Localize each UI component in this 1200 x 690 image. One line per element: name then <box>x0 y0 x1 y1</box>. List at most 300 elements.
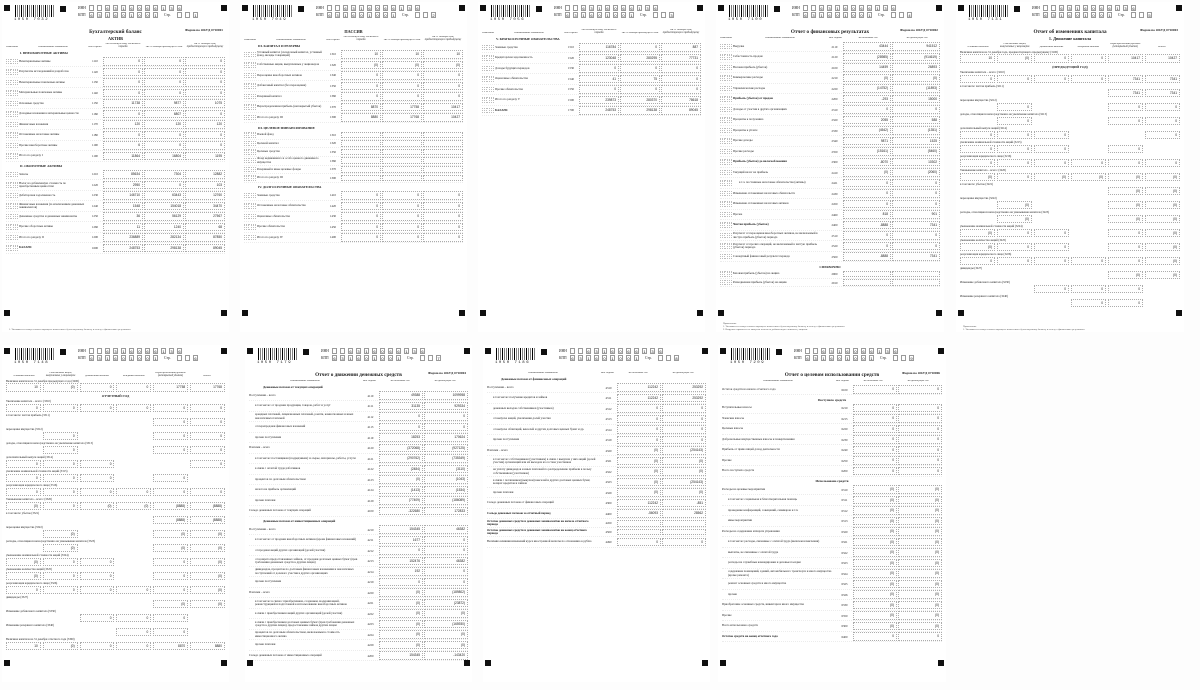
page-number-cell <box>1139 12 1144 18</box>
value-cell-wrap <box>144 233 184 242</box>
value-cell: 112242 <box>617 499 661 508</box>
kpp-digit-cell: 3 <box>98 356 101 361</box>
value-cell-wrap <box>144 191 184 200</box>
page-number-cell <box>428 355 433 361</box>
form-body <box>720 29 940 287</box>
table-row <box>487 519 706 528</box>
row-label: в том числе: от продажи внеоборотных активов (кроме финансовых вложений) <box>255 537 356 542</box>
row-code: 4312 <box>605 406 612 411</box>
value-cell-wrap <box>382 132 422 139</box>
value-cell-wrap <box>843 231 891 240</box>
column-header: Пояснения <box>720 37 732 39</box>
value-cell: 0 <box>153 586 188 595</box>
form-page-4[interactable] <box>716 2 944 332</box>
column-header: За отчетный год <box>628 372 648 374</box>
value-cell-wrap <box>6 572 41 581</box>
value-cell-wrap <box>116 446 151 455</box>
value-cell-wrap <box>853 385 897 394</box>
value-cell: 10 <box>960 54 995 63</box>
inn-digit-cell: 6 <box>622 6 625 11</box>
note-ref-cell <box>15 122 18 128</box>
row-code: 6322 <box>841 550 848 555</box>
barcode-number: 1050 7148 <box>14 361 50 365</box>
note-ref-cells <box>6 193 18 199</box>
kpp-digit-cell: 6 <box>828 13 831 18</box>
note-ref-cell <box>244 167 247 173</box>
table-row <box>6 502 225 511</box>
inn-digit-cell <box>89 5 94 11</box>
value-cell: 0 <box>898 425 942 434</box>
row-label: Расходы на содержание аппарата управления <box>722 528 780 533</box>
value-cell: 0 <box>1145 103 1180 112</box>
value-cell: 0 <box>1034 145 1069 154</box>
value-cell-wrap <box>190 404 225 413</box>
value-cell: (0) <box>6 558 41 567</box>
table-row <box>249 535 468 546</box>
value-cell-wrap <box>898 446 942 455</box>
value-cell-wrap <box>80 572 115 581</box>
value-cell: (0) <box>1034 173 1069 182</box>
value-cell-wrap <box>1034 243 1069 252</box>
kpp-row <box>321 355 442 361</box>
value-cell: 0 <box>853 467 897 476</box>
value-cell-wrap <box>144 170 184 179</box>
value-cell: 0 <box>1108 243 1143 252</box>
value-cell-wrap <box>382 61 422 70</box>
note-ref-cell <box>253 115 256 121</box>
value-cell: 0 <box>43 586 78 595</box>
column-header: За предыдущий год <box>906 37 928 39</box>
row-code: 4490 <box>605 539 612 544</box>
value-cell: 0 <box>43 404 78 413</box>
note-ref-cell <box>253 104 256 110</box>
inn-digit-cell: 3 <box>1124 6 1127 11</box>
row-label: расходы на служебные командировки и деловые поездки <box>728 560 801 565</box>
inn-digit-cell: 0 <box>376 6 379 11</box>
row-code: 1540 <box>568 76 574 81</box>
note-ref-cell <box>248 141 251 147</box>
value-cell-wrap <box>620 96 660 105</box>
value-cell-wrap <box>6 460 41 469</box>
value-cell: 0 <box>892 105 940 114</box>
page-number-cell: 3 <box>670 13 673 18</box>
value-cell-wrap <box>997 89 1032 98</box>
value-cell-wrap <box>960 243 995 252</box>
row-code: 1250 <box>92 214 98 219</box>
table-row <box>244 222 463 233</box>
value-cell-wrap <box>423 212 463 221</box>
row-label: реорганизация юридического лица (3326) <box>6 580 58 585</box>
table-row <box>722 506 942 517</box>
value-cell: 0 <box>153 572 188 581</box>
row-label: Прочие обязательства <box>495 86 523 91</box>
value-cell: (0) <box>662 488 706 497</box>
row-code: 1260 <box>92 224 98 229</box>
value-cell-wrap <box>424 391 468 400</box>
note-ref-cells <box>720 75 732 81</box>
value-cell-wrap <box>382 50 422 59</box>
row-code: 2310 <box>831 107 838 112</box>
inn-digit-cell: 0 <box>138 6 141 11</box>
value-cell <box>892 271 940 278</box>
note-ref-cell <box>253 73 256 79</box>
registration-mark-icon <box>774 6 780 12</box>
kpp-digit-cell: 1 <box>106 13 109 18</box>
inn-digit-cell <box>805 348 810 354</box>
row-label: Остаток средств на начало отчетного года <box>722 386 776 391</box>
taxpayer-id-block <box>794 348 915 362</box>
value-cell-wrap <box>190 383 225 392</box>
note-ref-cells <box>244 83 256 89</box>
value-cell-wrap <box>1145 257 1180 266</box>
value-cell-wrap <box>43 642 78 651</box>
value-cell: 0 <box>617 425 661 434</box>
table-row <box>487 498 706 509</box>
value-cell: 192 <box>379 567 423 576</box>
note-ref-cell <box>491 45 494 51</box>
value-cell-wrap <box>341 140 381 147</box>
note-ref-cells <box>6 59 18 65</box>
value-cell-wrap <box>892 242 940 251</box>
value-cell-wrap <box>424 588 468 597</box>
inn-digit-cell: 1 <box>1116 6 1119 11</box>
column-header: Наименование показателя <box>514 31 544 34</box>
value-cell: 0 <box>424 412 468 421</box>
taxpayer-id-block <box>321 348 442 362</box>
value-cell: (0) <box>1145 229 1180 238</box>
form-page-3[interactable] <box>478 2 705 332</box>
column-header: На отчетную дату отчетного периода <box>581 29 617 34</box>
value-cell-wrap <box>1034 201 1069 210</box>
value-cell-wrap <box>341 223 381 232</box>
note-ref-cell <box>724 243 727 249</box>
value-cell: (0) <box>153 600 188 609</box>
table-row <box>960 89 1180 98</box>
value-cell: 0 <box>341 212 381 221</box>
value-cell: 0 <box>1034 159 1069 168</box>
value-cell-wrap <box>6 404 41 413</box>
table-row <box>720 168 940 179</box>
table-row <box>6 180 225 191</box>
row-label: в том числе: расходы, связанные с оплатой труда (включая начисления) <box>728 539 820 544</box>
note-ref-cells <box>720 170 732 176</box>
table-row <box>244 50 463 61</box>
value-cell: (0) <box>43 642 78 651</box>
value-cell-wrap <box>144 223 184 232</box>
value-cell: 0 <box>620 64 660 73</box>
row-label: в том числе: убыток (3221) <box>960 182 994 187</box>
row-code: 1200 <box>92 235 98 240</box>
value-cell-wrap <box>960 187 995 196</box>
row-label: Сальдо денежных потоков от текущих операций <box>249 508 311 513</box>
page-number-label: Стр. <box>645 356 652 360</box>
note-ref-cell <box>253 235 256 241</box>
value-cell-wrap <box>1145 159 1180 168</box>
note-ref-cells <box>482 45 494 51</box>
row-label: дивиденды (3327) <box>6 594 29 599</box>
row-label: Поступления – всего <box>249 392 276 397</box>
value-cell-wrap <box>190 628 225 637</box>
value-cell-wrap <box>423 103 463 112</box>
value-cell-wrap <box>1034 131 1069 140</box>
value-cell: (0) <box>424 609 468 618</box>
barcode-number: 1050 7056 <box>490 18 526 22</box>
table-row <box>720 220 940 231</box>
value-cell-wrap <box>379 454 423 463</box>
value-cell-wrap <box>843 179 891 188</box>
value-cell: 0 <box>853 385 897 394</box>
page-title: Бухгалтерский баланс <box>89 29 142 35</box>
value-cell-wrap <box>185 170 225 179</box>
value-cell-wrap <box>190 446 225 455</box>
note-ref-cell <box>244 141 247 147</box>
value-cell-wrap <box>190 600 225 609</box>
value-cell-wrap <box>1071 187 1106 196</box>
row-label: Налог на добавленную стоимость по приобретенным ценностям <box>19 180 67 188</box>
note-ref-cell <box>729 243 732 249</box>
note-ref-cell <box>15 90 18 96</box>
note-ref-cell <box>729 254 732 260</box>
value-cell-wrap <box>892 137 940 146</box>
value-cell-wrap <box>423 202 463 211</box>
row-label: Прибыль (убыток) от продаж <box>733 96 773 101</box>
inn-digit-cell: 6 <box>587 349 590 354</box>
row-code: 4500 <box>605 530 612 535</box>
note-ref-cell <box>724 233 727 239</box>
value-cell-wrap <box>892 271 940 278</box>
value-cell-wrap <box>960 215 995 224</box>
registration-mark-icon <box>4 5 10 11</box>
value-cell-wrap <box>1071 54 1106 63</box>
value-cell-wrap <box>853 611 897 620</box>
row-label: Результаты исследований и разработок <box>19 69 69 74</box>
note-ref-cell <box>482 108 485 114</box>
value-cell: 89045 <box>185 244 225 253</box>
value-cell-wrap <box>1071 89 1106 98</box>
value-cell-wrap <box>116 383 151 392</box>
kpp-label: КПП <box>321 356 329 360</box>
value-cell-wrap <box>1108 75 1143 84</box>
note-ref-cell <box>724 138 727 144</box>
value-cell-wrap <box>116 586 151 595</box>
value-cell: 0 <box>997 173 1032 182</box>
value-cell-wrap <box>1145 131 1180 140</box>
note-ref-cell <box>10 101 13 107</box>
kpp-digit-cell: 0 <box>122 356 125 361</box>
value-cell: 10 <box>423 50 463 59</box>
inn-digit-cell: 3 <box>886 349 889 354</box>
value-cell: (0) <box>853 611 897 620</box>
note-ref-cell <box>248 214 251 220</box>
value-cell: 0 <box>1071 285 1106 294</box>
row-code: 4320 <box>605 448 612 453</box>
row-code: 6400 <box>841 634 848 639</box>
row-label: в том числе: чистая прибыль (3211) <box>960 84 1004 89</box>
table-row <box>249 391 468 402</box>
note-ref-cells <box>720 243 732 249</box>
form-page-6[interactable] <box>2 345 229 682</box>
note-ref-cell <box>253 141 256 147</box>
table-row <box>6 383 225 392</box>
page-number-cell: 8 <box>675 356 678 361</box>
value-cell: (0) <box>424 630 468 639</box>
note-ref-cells <box>244 62 256 68</box>
row-label: Основные средства <box>19 100 44 105</box>
table-row <box>720 210 940 221</box>
row-label: Изменение добавочного капитала (3230) <box>960 279 1010 284</box>
value-cell: (0) <box>853 580 897 589</box>
row-label: Прочие оборотные активы <box>19 224 53 229</box>
value-cell: 116784 <box>579 43 619 52</box>
value-cell: 0 <box>1145 117 1180 126</box>
row-code: 4323 <box>605 480 612 485</box>
footnotes <box>9 328 222 331</box>
kpp-digit-cell: 1 <box>1108 13 1111 18</box>
kpp-digit-cell: 0 <box>360 13 363 18</box>
note-ref-cell <box>491 108 494 114</box>
row-label: Уменьшение капитала – всего: (3220) <box>960 168 1007 173</box>
value-cell-wrap <box>960 201 995 210</box>
value-cell: -8070 <box>843 158 891 167</box>
value-cell: 0 <box>960 131 995 140</box>
value-cell: 0 <box>43 446 78 455</box>
inn-digit-cell: 1 <box>162 6 165 11</box>
registration-mark-icon <box>221 660 227 666</box>
value-cell-wrap <box>620 75 660 84</box>
value-cell-wrap <box>382 92 422 101</box>
footnotes <box>723 322 937 331</box>
form-page-2[interactable] <box>240 2 467 332</box>
registration-mark-icon <box>459 310 465 316</box>
value-cell: (0) <box>190 600 225 609</box>
page-number-cell: 9 <box>910 356 913 361</box>
table-row <box>720 136 940 147</box>
row-label: Нематериальные активы <box>19 58 51 63</box>
note-ref-cell <box>486 45 489 51</box>
value-cell: 0 <box>1034 54 1069 63</box>
value-cell-wrap <box>144 212 184 221</box>
value-cell: 17758 <box>382 103 422 112</box>
value-cell-wrap <box>116 488 151 497</box>
row-label: в том числе: убыток (3321) <box>6 511 40 516</box>
form-page-9[interactable] <box>718 345 946 682</box>
value-cell: 0 <box>80 474 115 483</box>
value-cell-wrap <box>617 446 661 455</box>
row-label: Платежи – всего <box>249 445 270 450</box>
row-code: 6320 <box>841 529 848 534</box>
kpp-digit-cell: 1 <box>106 356 109 361</box>
value-cell: (0) <box>1108 201 1143 210</box>
value-cell-wrap <box>1071 215 1106 224</box>
value-cell-wrap <box>379 475 423 484</box>
value-cell: 154345 <box>379 525 423 534</box>
registration-mark-icon <box>247 660 253 666</box>
value-cell: 0 <box>1071 75 1106 84</box>
value-cell: (0) <box>379 641 423 650</box>
note-ref-cells <box>720 149 732 155</box>
okud-form-code: Форма по ОКУД 0710004 <box>428 371 466 375</box>
row-label: от выпуска облигаций, векселей и других долговых ценных бумаг и др. <box>493 426 585 431</box>
row-label: уменьшение номинальной стоимости акций (3224) <box>960 224 1023 228</box>
form-page-8[interactable] <box>483 345 710 682</box>
column-header: Итого <box>1158 45 1166 48</box>
table-row <box>6 151 225 162</box>
value-cell: 0 <box>144 131 184 140</box>
value-cell: 0 <box>424 423 468 432</box>
table-row <box>487 414 706 425</box>
note-ref-cells <box>6 132 18 138</box>
okud-form-code: Форма по ОКУД 0710006 <box>902 371 940 375</box>
value-cell: 0 <box>617 538 661 547</box>
value-cell-wrap <box>898 580 942 589</box>
value-cell-wrap <box>382 212 422 221</box>
value-cell-wrap <box>424 609 468 618</box>
table-row <box>249 619 468 630</box>
inn-digit-cell: 6 <box>392 6 395 11</box>
row-label: Результат от переоценки внеоборотных активов, не включаемый в чистую прибыль (убыток) периода <box>733 231 818 239</box>
row-label: Материальные поисковые активы <box>19 90 63 95</box>
value-cell: 0 <box>424 567 468 576</box>
form-page-1[interactable] <box>2 2 229 332</box>
form-page-5[interactable] <box>956 2 1184 332</box>
value-cell-wrap <box>997 145 1032 154</box>
row-label: Валовая прибыль (убыток) <box>733 64 768 69</box>
value-cell-wrap <box>1108 285 1143 294</box>
value-cell: 1525 <box>892 137 940 146</box>
form-page-7[interactable] <box>245 345 472 682</box>
note-ref-cell <box>724 180 727 186</box>
column-header-row <box>482 29 701 35</box>
kpp-label: КПП <box>554 13 562 17</box>
value-cell: 0 <box>185 57 225 66</box>
table-row <box>6 446 225 455</box>
column-header: Наименование показателя <box>765 37 795 39</box>
kpp-digit-cell: 0 <box>146 13 149 18</box>
value-cell: 0 <box>620 43 660 52</box>
registration-mark-icon <box>697 310 703 316</box>
value-cell-wrap <box>153 642 188 651</box>
value-cell: 0 <box>6 474 41 483</box>
value-cell: 236889 <box>103 233 143 242</box>
row-code: 4322 <box>605 469 612 474</box>
value-cell: (0) <box>382 61 422 70</box>
inn-digit-cell <box>327 5 332 11</box>
value-cell: 0 <box>144 68 184 77</box>
row-label: налога на прибыль организаций <box>255 487 296 492</box>
inn-digit-cell <box>332 348 337 354</box>
value-cell-wrap <box>853 496 897 505</box>
value-cell: (0) <box>853 569 897 578</box>
value-cell: 34470 <box>185 202 225 211</box>
value-cell: 0 <box>341 92 381 101</box>
value-cell: 248753 <box>103 244 143 253</box>
value-cell-wrap <box>892 189 940 198</box>
row-code: 1320 <box>330 141 336 146</box>
value-cell: -143420 <box>424 651 468 660</box>
value-cell-wrap <box>424 641 468 650</box>
value-cell-wrap <box>341 82 381 91</box>
inn-digit-cell <box>573 5 578 11</box>
row-label: в том числе: собственникам (участникам) в связи с выкупом у них акций (долей участия) организаций или их выходом из состава участников <box>493 456 596 465</box>
note-ref-cell <box>729 271 732 277</box>
value-cell-wrap <box>843 42 891 51</box>
value-cell-wrap <box>892 252 940 261</box>
value-cell: 901 <box>892 210 940 219</box>
section-heading: IV. ДОЛГОСРОЧНЫЕ ОБЯЗАТЕЛЬСТВА <box>258 185 322 190</box>
note-ref-cell <box>253 167 256 173</box>
value-cell-wrap <box>843 210 891 219</box>
note-ref-cell <box>253 83 256 89</box>
